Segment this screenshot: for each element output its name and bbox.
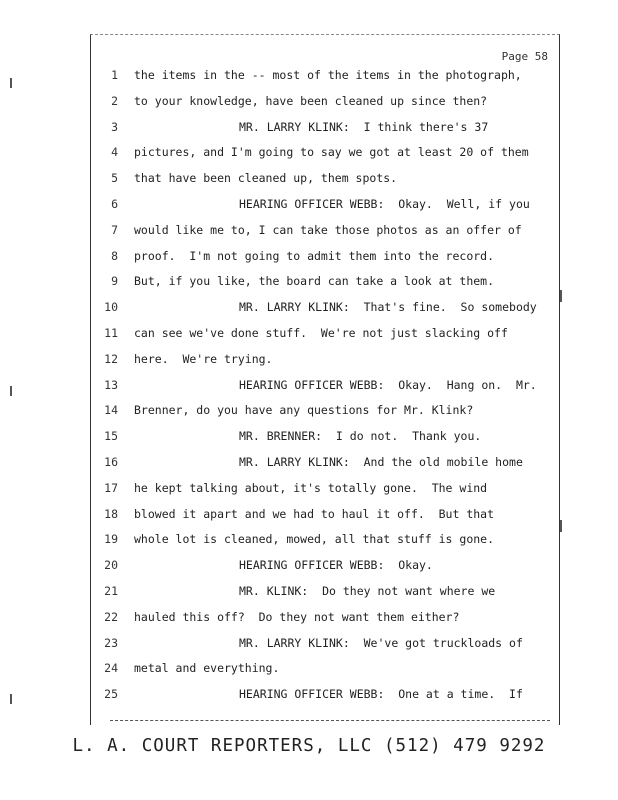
transcript-line xyxy=(0,94,618,114)
line-number: 14 xyxy=(104,403,118,418)
transcript-line xyxy=(0,558,618,578)
line-number: 3 xyxy=(111,119,118,134)
line-text: HEARING OFFICER WEBB: One at a time. If xyxy=(239,687,523,702)
line-text: here. We're trying. xyxy=(134,351,273,366)
line-text: hauled this off? Do they not want them either? xyxy=(134,609,460,624)
line-text: MR. KLINK: Do they not want where we xyxy=(239,584,496,598)
line-number: 12 xyxy=(104,351,118,366)
line-text: blowed it apart and we had to haul it off. But that xyxy=(134,506,495,521)
line-number: 5 xyxy=(111,171,118,186)
transcript-line xyxy=(0,610,618,630)
line-number: 11 xyxy=(104,326,118,340)
transcript-line xyxy=(0,429,618,449)
line-text: proof. I'm not going to admit them into the record. xyxy=(134,248,495,263)
line-number: 19 xyxy=(104,532,118,547)
transcript-line xyxy=(0,455,618,475)
transcript-line xyxy=(0,661,618,681)
line-text: can see we've done stuff. We're not just slacking off xyxy=(134,326,508,340)
margin-mark xyxy=(10,694,12,704)
margin-mark xyxy=(560,520,562,532)
line-text: pictures, and I'm going to say we got at least 20 of them xyxy=(134,145,529,160)
line-text: HEARING OFFICER WEBB: Okay. Well, if you xyxy=(239,197,530,211)
line-text: whole lot is cleaned, mowed, all that stuff is gone. xyxy=(134,532,495,547)
transcript-line xyxy=(0,223,618,243)
line-number: 8 xyxy=(111,248,118,263)
line-text: MR. LARRY KLINK: We've got truckloads of xyxy=(239,635,523,650)
footer-reporter: L. A. COURT REPORTERS, LLC (512) 479 9292 xyxy=(72,736,546,756)
line-number: 7 xyxy=(111,222,118,237)
line-text: HEARING OFFICER WEBB: Okay. Hang on. Mr. xyxy=(239,377,537,392)
line-number: 6 xyxy=(111,197,118,211)
transcript-line xyxy=(0,532,618,552)
transcript-line xyxy=(0,687,618,707)
line-number: 21 xyxy=(104,584,118,598)
line-number: 1 xyxy=(111,68,118,82)
line-number: 4 xyxy=(111,145,118,160)
transcript-line xyxy=(0,352,618,372)
line-number: 23 xyxy=(104,635,118,650)
line-number: 18 xyxy=(104,506,118,521)
transcript-line xyxy=(0,197,618,217)
margin-mark xyxy=(10,78,12,88)
line-text: HEARING OFFICER WEBB: Okay. xyxy=(239,558,433,573)
transcript-line xyxy=(0,171,618,191)
line-number: 9 xyxy=(111,274,118,289)
transcript-line xyxy=(0,481,618,501)
transcript-line xyxy=(0,636,618,656)
transcript-line xyxy=(0,145,618,165)
transcript-line xyxy=(0,249,618,269)
line-text: to your knowledge, have been cleaned up since then? xyxy=(134,93,488,108)
line-number: 22 xyxy=(104,609,118,624)
line-text: the items in the -- most of the items in the photograph, xyxy=(134,68,522,82)
line-number: 25 xyxy=(104,687,118,702)
transcript-line xyxy=(0,274,618,294)
page-number: Page 58 xyxy=(501,50,548,63)
line-number: 24 xyxy=(104,661,118,676)
line-text: MR. LARRY KLINK: I think there's 37 xyxy=(239,119,489,134)
line-number: 13 xyxy=(104,377,118,392)
line-number: 16 xyxy=(104,455,118,469)
line-text: that have been cleaned up, them spots. xyxy=(134,171,398,186)
line-text: metal and everything. xyxy=(134,661,280,676)
transcript-line xyxy=(0,507,618,527)
line-text: MR. LARRY KLINK: That's fine. So somebody xyxy=(239,300,537,315)
line-text: Brenner, do you have any questions for Mr. Klink? xyxy=(134,403,474,418)
line-text: he kept talking about, it's totally gone. The wind xyxy=(134,480,488,495)
line-text: But, if you like, the board can take a look at them. xyxy=(134,274,495,289)
line-text: MR. LARRY KLINK: And the old mobile home xyxy=(239,455,523,469)
transcript-line xyxy=(0,68,618,88)
transcript-line xyxy=(0,300,618,320)
transcript-line xyxy=(0,326,618,346)
margin-mark xyxy=(10,386,12,396)
transcript-line xyxy=(0,403,618,423)
margin-mark xyxy=(560,290,562,302)
line-text: MR. BRENNER: I do not. Thank you. xyxy=(239,429,482,444)
line-text: would like me to, I can take those photos as an offer of xyxy=(134,222,522,237)
line-number: 2 xyxy=(111,93,118,108)
transcript-line xyxy=(0,378,618,398)
transcript-line xyxy=(0,120,618,140)
transcript-line xyxy=(0,584,618,604)
line-number: 17 xyxy=(104,480,118,495)
line-number: 20 xyxy=(104,558,118,573)
line-number: 10 xyxy=(104,300,118,315)
line-number: 15 xyxy=(104,429,118,444)
bottom-divider xyxy=(110,720,550,721)
